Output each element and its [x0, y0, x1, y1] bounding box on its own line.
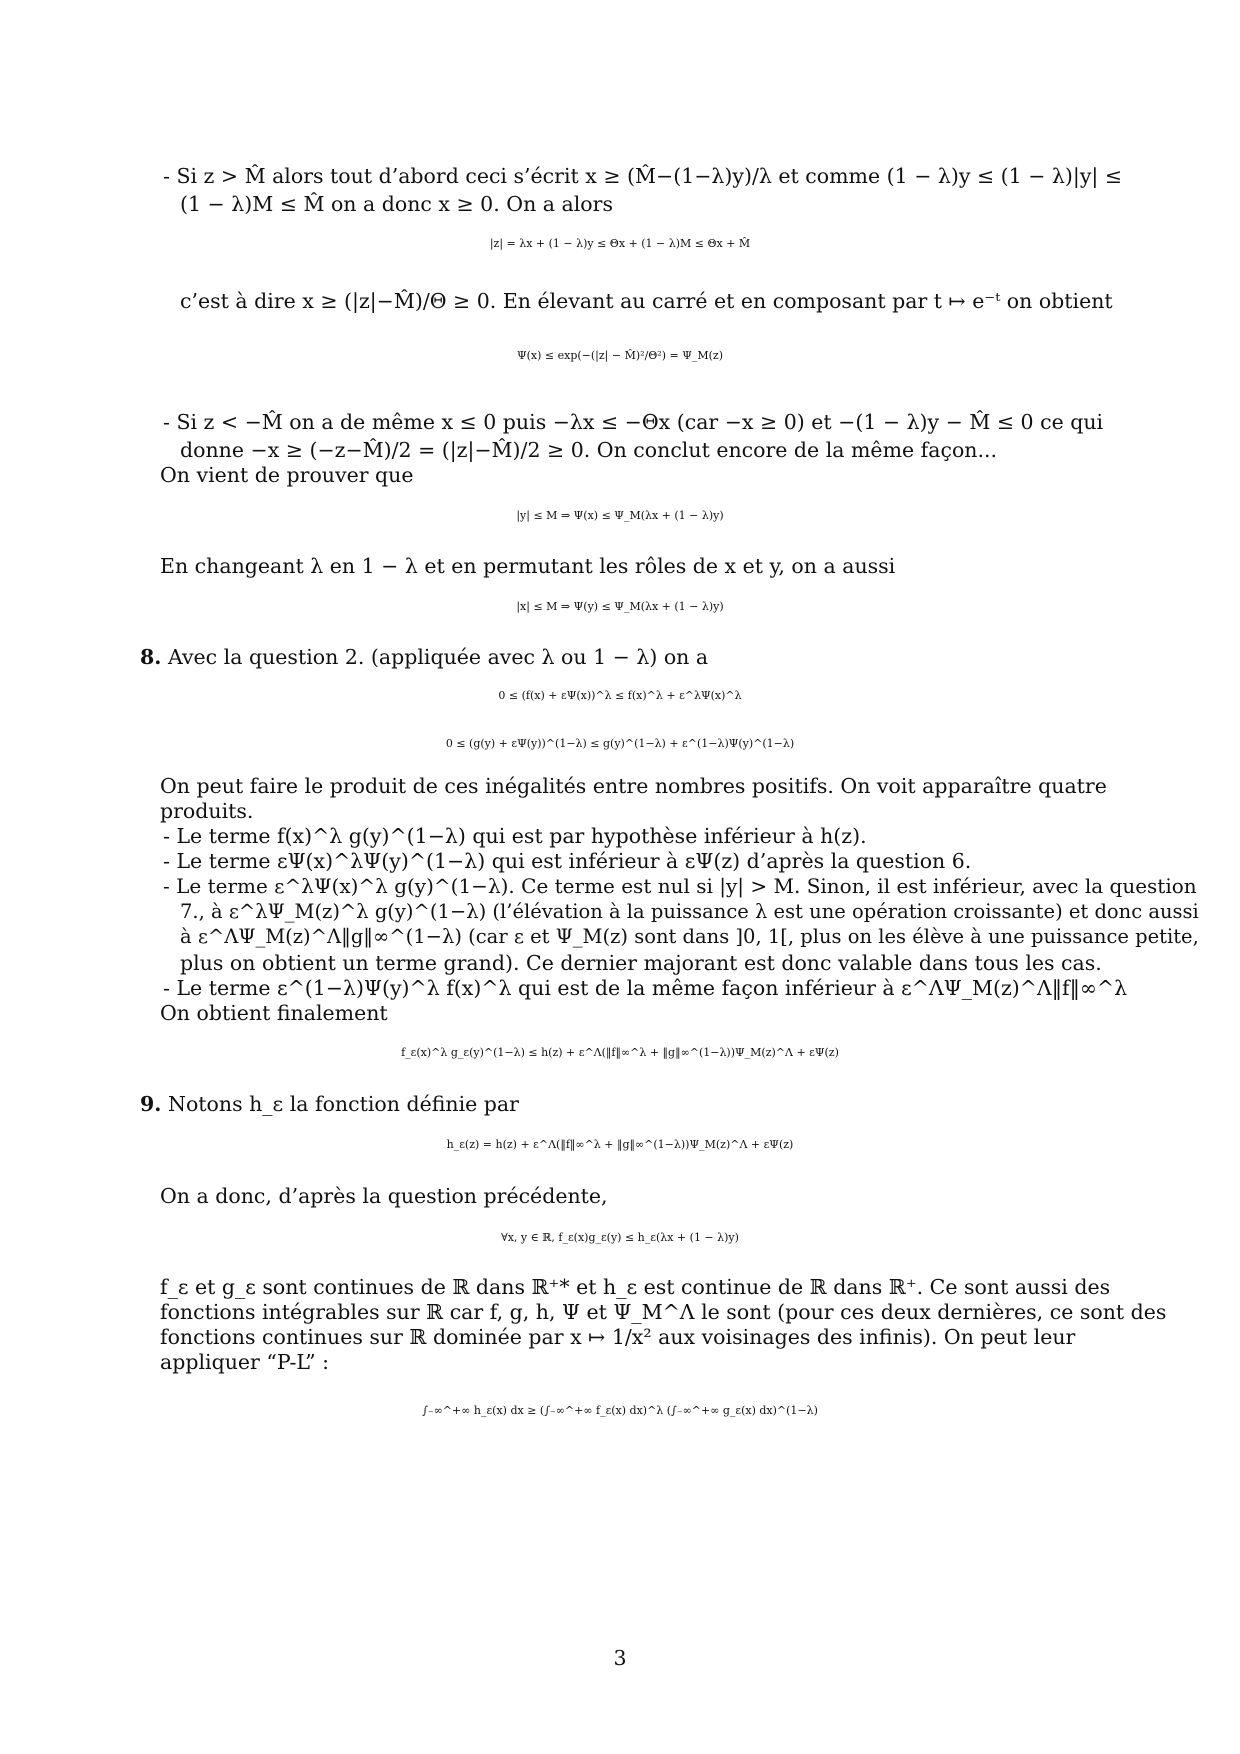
- inequality-g: 0 ≤ (g(y) + εΨ(y))^(1−λ) ≤ g(y)^(1−λ) + ε^(1−λ)Ψ(y)^(1−λ): [445, 737, 795, 750]
- equation-y-implication: |y| ≤ M ⇒ Ψ(x) ≤ Ψ_M(λx + (1 − λ)y): [516, 509, 724, 522]
- product-line-2: produits.: [160, 799, 254, 823]
- equation-x-implication: |x| ≤ M ⇒ Ψ(y) ≤ Ψ_M(λx + (1 − λ)y): [516, 600, 724, 613]
- term-2: - Le terme εΨ(x)^λΨ(y)^(1−λ) qui est inférieur à εΨ(z) d’après la question 6.: [163, 849, 972, 873]
- case-negative-line-1: - Si z < −M̂ on a de même x ≤ 0 puis −λx ≤ −Θx (car −x ≥ 0) et −(1 − λ)y − M̂ ≤ 0 ce qui: [163, 410, 1104, 434]
- definition-h-epsilon: h_ε(z) = h(z) + ε^Λ(‖f‖∞^λ + ‖g‖∞^(1−λ))Ψ_M(z)^Λ + εΨ(z): [446, 1138, 794, 1151]
- final-inequality: f_ε(x)^λ g_ε(y)^(1−λ) ≤ h(z) + ε^Λ(‖f‖∞^λ + ‖g‖∞^(1−λ))Ψ_M(z)^Λ + εΨ(z): [401, 1046, 839, 1059]
- term-3-line-3: à ε^ΛΨ_M(z)^Λ‖g‖∞^(1−λ) (car ε et Ψ_M(z) sont dans ]0, 1[, plus on les élève à une puissance petite,: [180, 925, 1199, 948]
- cest-a-dire-line: c’est à dire x ≥ (|z|−M̂)/Θ ≥ 0. En élevant au carré et en composant par t ↦ e⁻ᵗ on obtient: [180, 289, 1113, 313]
- forall-inequality: ∀x, y ∈ ℝ, f_ε(x)g_ε(y) ≤ h_ε(λx + (1 − λ)y): [501, 1231, 739, 1244]
- question-8-intro: Avec la question 2. (appliquée avec λ ou 1 − λ) on a: [168, 645, 709, 669]
- case-positive-line-2: (1 − λ)M ≤ M̂ on a donc x ≥ 0. On a alors: [180, 192, 613, 216]
- paragraph-line-4: appliquer “P-L” :: [160, 1350, 330, 1374]
- page-number: 3: [613, 1646, 627, 1670]
- inequality-f: 0 ≤ (f(x) + εΨ(x))^λ ≤ f(x)^λ + ε^λΨ(x)^λ: [498, 689, 742, 702]
- question-9-number: 9.: [140, 1092, 162, 1116]
- paragraph-line-1: f_ε et g_ε sont continues de ℝ dans ℝ⁺* et h_ε est continue de ℝ dans ℝ⁺. Ce sont aussi des: [160, 1275, 1111, 1299]
- equation-psi-exp: Ψ(x) ≤ exp(−(|z| − M̂)²/Θ²) = Ψ_M(z): [516, 349, 723, 362]
- equation-abs-z: |z| = λx + (1 − λ)y ≤ Θx + (1 − λ)M ≤ Θx + M̂: [489, 237, 751, 250]
- question-8-number: 8.: [140, 645, 162, 669]
- prekopa-leindler-integral: ∫₋∞^+∞ h_ε(x) dx ≥ (∫₋∞^+∞ f_ε(x) dx)^λ (∫₋∞^+∞ g_ε(x) dx)^(1−λ): [422, 1404, 818, 1417]
- term-1: - Le terme f(x)^λ g(y)^(1−λ) qui est par hypothèse inférieur à h(z).: [163, 824, 867, 848]
- term-3-line-4: plus on obtient un terme grand). Ce dernier majorant est donc valable dans tous les cas.: [180, 951, 1102, 975]
- on-obtient-finalement: On obtient finalement: [160, 1001, 388, 1025]
- on-vient-de-prouver: On vient de prouver que: [160, 463, 414, 487]
- term-4: - Le terme ε^(1−λ)Ψ(y)^λ f(x)^λ qui est de la même façon inférieur à ε^ΛΨ_M(z)^Λ‖f‖∞^λ: [163, 976, 1128, 1000]
- case-negative-line-2: donne −x ≥ (−z−M̂)/2 = (|z|−M̂)/2 ≥ 0. On conclut encore de la même façon...: [180, 438, 998, 462]
- product-line-1: On peut faire le produit de ces inégalités entre nombres positifs. On voit apparaître quatre: [160, 774, 1107, 798]
- term-3-line-1: - Le terme ε^λΨ(x)^λ g(y)^(1−λ). Ce terme est nul si |y| > M. Sinon, il est inférieur, avec la question: [163, 874, 1197, 898]
- paragraph-line-2: fonctions intégrables sur ℝ car f, g, h, Ψ et Ψ_M^Λ le sont (pour ces deux dernières, ce sont des: [160, 1300, 1167, 1324]
- paragraph-line-3: fonctions continues sur ℝ dominée par x ↦ 1/x² aux voisinages des infinis). On peut leur: [160, 1325, 1076, 1349]
- en-changeant-line: En changeant λ en 1 − λ et en permutant les rôles de x et y, on a aussi: [160, 554, 896, 578]
- term-3-line-2: 7., à ε^λΨ_M(z)^λ g(y)^(1−λ) (l’élévation à la puissance λ est une opération croissante) et donc aussi: [180, 900, 1199, 923]
- question-9-intro: Notons h_ε la fonction définie par: [168, 1092, 519, 1116]
- on-a-donc-line: On a donc, d’après la question précédente,: [160, 1184, 608, 1208]
- case-positive-line-1: - Si z > M̂ alors tout d’abord ceci s’écrit x ≥ (M̂−(1−λ)y)/λ et comme (1 − λ)y ≤ (1 − λ)|y| ≤: [163, 164, 1122, 188]
